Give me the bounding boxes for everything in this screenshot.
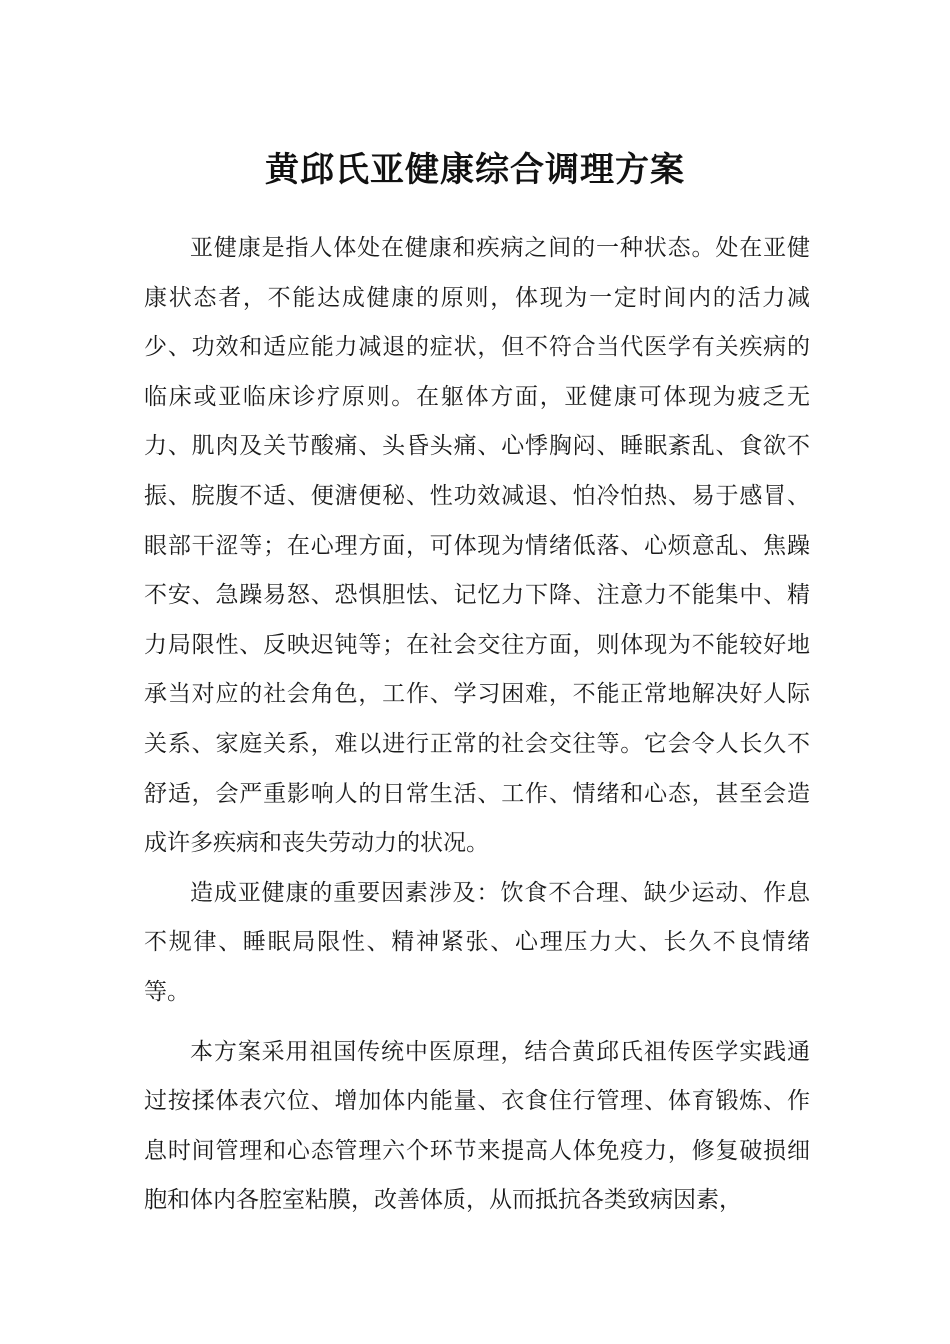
document-title: 黄邱氏亚健康综合调理方案 — [265, 150, 685, 190]
paragraph-definition: 亚健康是指人体处在健康和疾病之间的一种状态。处在亚健康状态者，不能达成健康的原则，体现为一定时间内的活力减少、功效和适应能力减退的症状，但不符合当代医学有关疾病的临床或亚临床诊疗原则。在躯体方面，亚健康可体现为疲乏无力、肌肉及关节酸痛、头昏头痛、心悸胸闷、睡眠紊乱、食欲不振、脘腹不适、便溏便秘、性功效减退、怕冷怕热、易于感冒、眼部干涩等；在心理方面，可体现为情绪低落、心烦意乱、焦躁不安、急躁易怒、恐惧胆怯、记忆力下降、注意力不能集中、精力局限性、反映迟钝等；在社会交往方面，则体现为不能较好地承当对应的社会角色，工作、学习困难，不能正常地解决好人际关系、家庭关系，难以进行正常的社会交往等。它会令人长久不舒适，会严重影响人的日常生活、工作、情绪和心态，甚至会造成许多疾病和丧失劳动力的状况。 — [144, 235, 810, 857]
paragraph-causes: 造成亚健康的重要因素涉及：饮食不合理、缺少运动、作息不规律、睡眠局限性、精神紧张、心理压力大、长久不良情绪等。 — [144, 879, 810, 1005]
document-body — [144, 224, 810, 1226]
paragraph-plan: 本方案采用祖国传统中医原理，结合黄邱氏祖传医学实践通过按揉体表穴位、增加体内能量、衣食住行管理、体育锻炼、作息时间管理和心态管理六个环节来提高人体免疫力，修复破损细胞和体内各腔室粘膜，改善体质，从而抵抗各类致病因素， — [144, 1038, 810, 1214]
